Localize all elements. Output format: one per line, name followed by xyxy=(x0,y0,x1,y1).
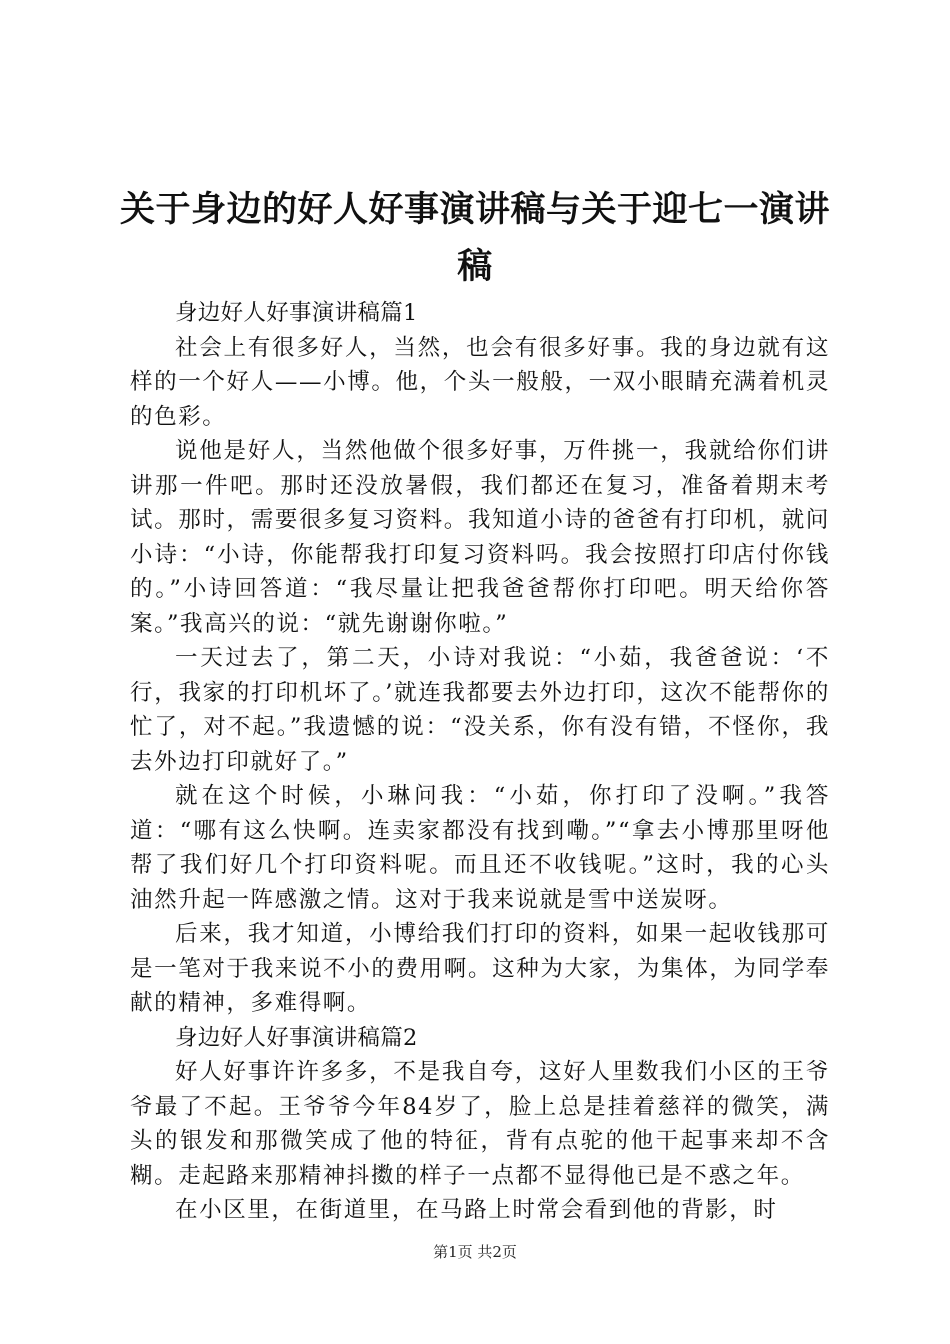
page-footer: 第1页 共2页 xyxy=(433,1243,517,1261)
section-heading: 身边好人好事演讲稿篇1 xyxy=(175,300,418,326)
paragraph: 后来，我才知道，小博给我们打印的资料，如果一起收钱那可是一笔对于我来说不小的费用啊。这种为大家，为集体，为同学奉献的精神，多难得啊。 xyxy=(130,921,830,1016)
paragraph: 在小区里，在街道里，在马路上时常会看到他的背影，时 xyxy=(175,1197,778,1223)
paragraph: 社会上有很多好人，当然，也会有很多好事。我的身边就有这样的一个好人——小博。他，个头一般般，一双小眼睛充满着机灵的色彩。 xyxy=(130,334,830,430)
paragraph: 好人好事许许多多，不是我自夸，这好人里数我们小区的王爷爷最了不起。王爷爷今年84岁了，脸上总是挂着慈祥的微笑，满头的银发和那微笑成了他的特征，背有点驼的他干起事来却不含糊。走起路来那精神抖擞的样子一点都不显得他已是不惑之年。 xyxy=(130,1059,830,1189)
document-body xyxy=(130,296,830,1228)
paragraph: 就在这个时候，小琳问我：“小茹，你打印了没啊。”我答道：“哪有这么快啊。连卖家都没有找到嘞。”“拿去小博那里呀他帮了我们好几个打印资料呢。而且还不收钱呢。”这时，我的心头油然升起一阵感激之情。这对于我来说就是雪中送炭呀。 xyxy=(130,783,830,913)
document-title: 关于身边的好人好事演讲稿与关于迎七一演讲稿 xyxy=(120,190,831,287)
paragraph: 一天过去了，第二天，小诗对我说：“小茹，我爸爸说：‘不行，我家的打印机坏了。’就连我都要去外边打印，这次不能帮你的忙了，对不起。”我遗憾的说：“没关系，你有没有错，不怪你，我去外边打印就好了。” xyxy=(130,645,830,775)
section-heading: 身边好人好事演讲稿篇2 xyxy=(175,1024,418,1051)
paragraph: 说他是好人，当然他做个很多好事，万件挑一，我就给你们讲讲那一件吧。那时还没放暑假，我们都还在复习，准备着期末考试。那时，需要很多复习资料。我知道小诗的爸爸有打印机，就问小诗：“小诗，你能帮我打印复习资料吗。我会按照打印店付你钱的。”小诗回答道：“我尽量让把我爸爸帮你打印吧。明天给你答案。”我高兴的说：“就先谢谢你啦。” xyxy=(130,438,830,637)
